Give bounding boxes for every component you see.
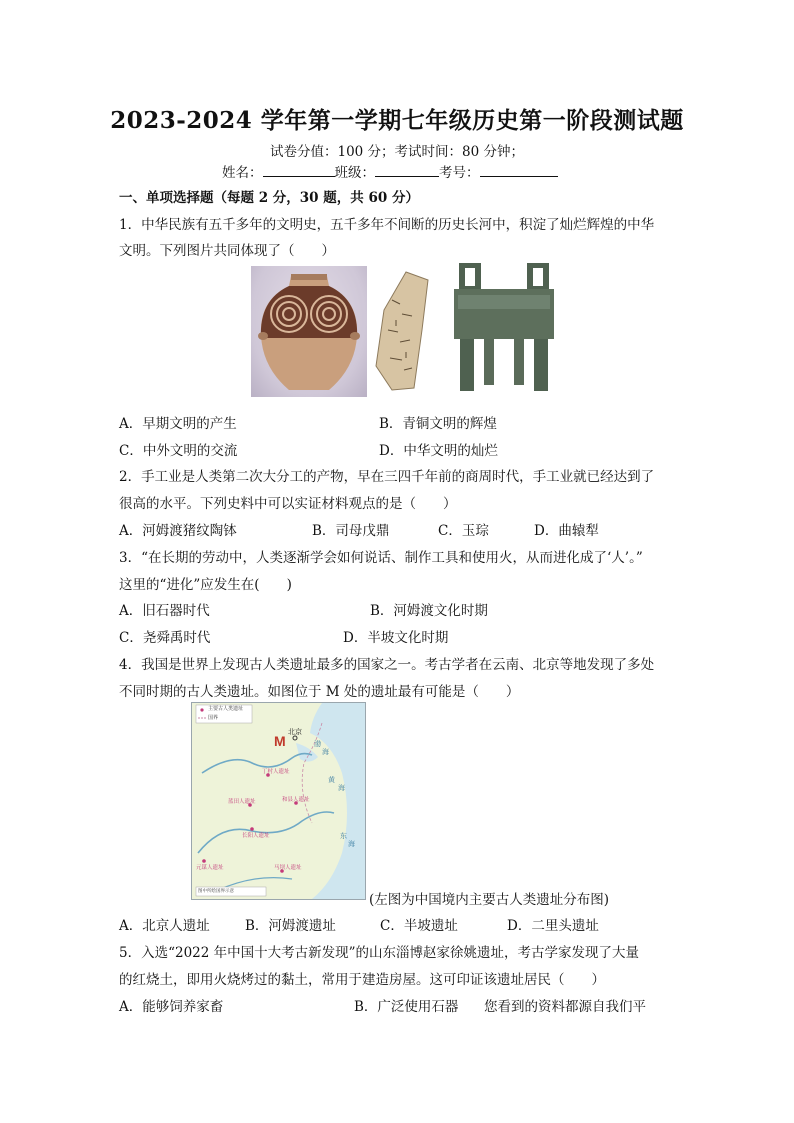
map-legend-sites: 主要古人类遗址: [208, 706, 244, 712]
q5-text-line2: 的红烧土，即用火烧烤过的黏土，常用于建造房屋。这可印证该遗址居民（ ）: [119, 972, 605, 988]
q2-option-c[interactable]: C．玉琮: [438, 523, 489, 539]
q5-option-a[interactable]: A．能够饲养家畜: [119, 999, 224, 1015]
q3-option-b[interactable]: B．河姆渡文化时期: [370, 603, 488, 619]
q1-option-a[interactable]: A．早期文明的产生: [119, 416, 237, 432]
q5-option-b[interactable]: B．广泛使用石器: [354, 999, 459, 1015]
map-sea-bo: 渤: [314, 740, 321, 748]
q3-text-line2: 这里的“进化”应发生在( ): [119, 577, 292, 593]
map-label-lantian: 蓝田人遗址: [228, 799, 256, 805]
oracle-bone-image: [372, 270, 432, 392]
q2-option-a[interactable]: A．河姆渡猪纹陶钵: [119, 523, 237, 539]
q4-text-line2: 不同时期的古人类遗址。如图位于 M 处的遗址最有可能是（ ）: [119, 684, 520, 700]
q5-text-line1: 5．入选“2022 年中国十大考古新发现”的山东淄博赵家徐姚遗址，考古学家发现了大量: [119, 945, 640, 961]
page-title: 2023-2024 学年第一学期七年级历史第一阶段测试题: [110, 107, 684, 134]
watermark-text: 您看到的资料都源自我们平: [484, 999, 646, 1015]
number-label: 考号：: [439, 165, 480, 181]
q1-option-d[interactable]: D．中华文明的灿烂: [379, 443, 498, 459]
q3-option-a[interactable]: A．旧石器时代: [119, 603, 210, 619]
map-sea-dong: 东: [340, 832, 347, 840]
bronze-ding-image: [448, 263, 560, 396]
map-label-maba: 马坝人遗址: [274, 865, 302, 871]
q1-option-c[interactable]: C．中外文明的交流: [119, 443, 238, 459]
ancient-human-sites-map: [191, 702, 366, 900]
q4-text-line1: 4．我国是世界上发现古人类遗址最多的国家之一。考古学者在云南、北京等地发现了多处: [119, 657, 655, 673]
map-sea-hai2: 海: [338, 784, 345, 792]
section-heading: 一、单项选择题（每题 2 分，30 题，共 60 分）: [119, 190, 419, 206]
map-label-dingcun: 丁村人遗址: [262, 769, 290, 775]
name-field[interactable]: [263, 164, 335, 177]
map-legend-border: 国界: [208, 715, 219, 721]
map-border-note: 图中所绘国界示意: [198, 889, 234, 894]
q4-option-a[interactable]: A．北京人遗址: [119, 918, 210, 934]
map-label-yuanmou: 元谋人遗址: [196, 865, 224, 871]
map-sea-hai1: 海: [322, 748, 329, 756]
q2-text-line1: 2．手工业是人类第二次大分工的产物，早在三四千年前的商周时代，手工业就已经达到了: [119, 469, 655, 485]
map-marker-m: M: [274, 733, 286, 749]
q1-text-line1: 1．中华民族有五千多年的文明史，五千多年不间断的历史长河中，积淀了灿烂辉煌的中华: [119, 217, 655, 233]
map-label-beijing: 北京: [288, 728, 302, 736]
q2-option-d[interactable]: D．曲辕犁: [534, 523, 599, 539]
q2-option-b[interactable]: B．司母戊鼎: [312, 523, 390, 539]
exam-info: 试卷分值：100 分；考试时间：80 分钟；: [269, 144, 525, 160]
painted-pottery-jar-image: [251, 266, 367, 397]
q1-option-b[interactable]: B．青铜文明的辉煌: [379, 416, 497, 432]
class-field[interactable]: [375, 164, 439, 177]
name-label: 姓名：: [222, 165, 263, 181]
map-label-hexian: 和县人遗址: [282, 797, 310, 803]
class-label: 班级：: [334, 165, 375, 181]
map-sea-hai3: 海: [348, 840, 355, 848]
q2-text-line2: 很高的水平。下列史料中可以实证材料观点的是（ ）: [119, 496, 457, 512]
student-info-row: [222, 161, 558, 181]
q1-text-line2: 文明。下列图片共同体现了（ ）: [119, 243, 335, 259]
map-caption: (左图为中国境内主要古人类遗址分布图): [369, 892, 610, 908]
q4-option-b[interactable]: B．河姆渡遗址: [245, 918, 336, 934]
q3-option-d[interactable]: D．半坡文化时期: [343, 630, 449, 646]
map-sea-huang: 黄: [328, 776, 335, 784]
q3-text-line1: 3．“在长期的劳动中，人类逐渐学会如何说话、制作工具和使用火，从而进化成了‘人’。”: [119, 550, 643, 566]
number-field[interactable]: [480, 164, 558, 177]
map-label-changyang: 长阳人遗址: [242, 833, 270, 839]
q4-option-d[interactable]: D．二里头遗址: [507, 918, 599, 934]
q3-option-c[interactable]: C．尧舜禹时代: [119, 630, 211, 646]
q4-option-c[interactable]: C．半坡遗址: [380, 918, 458, 934]
